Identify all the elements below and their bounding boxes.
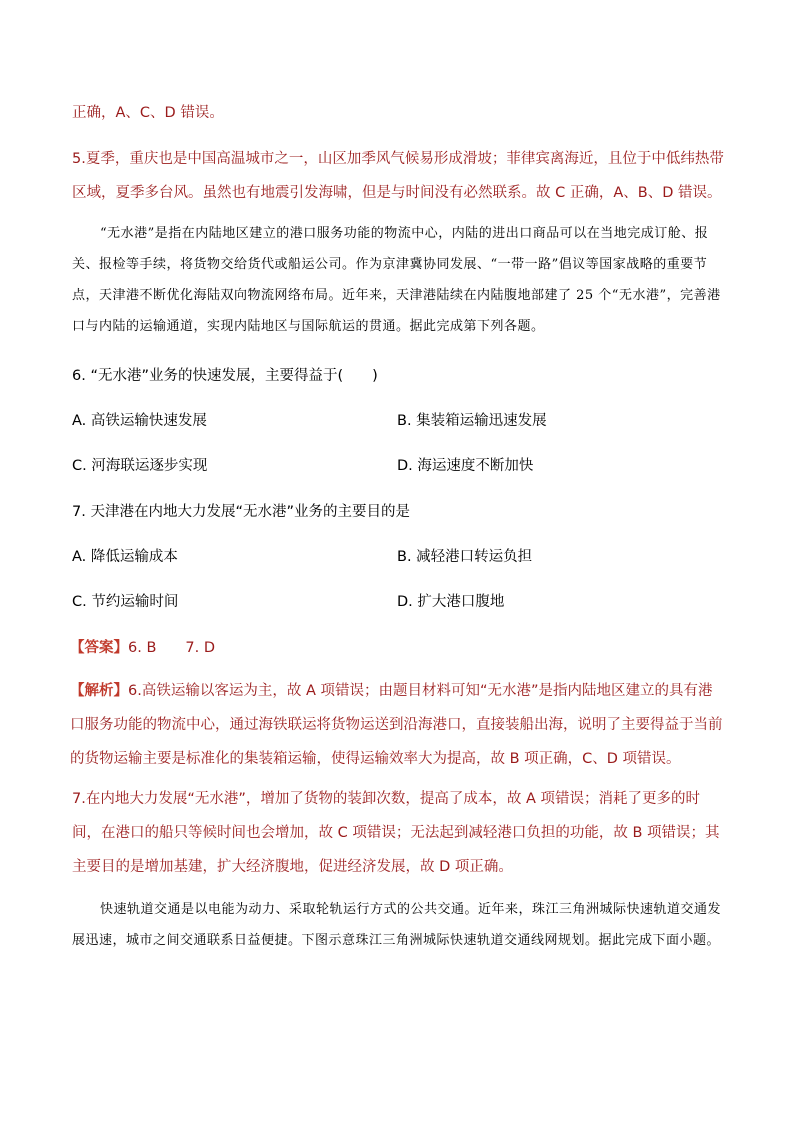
prev-explanation-tail: 正确，A、C、D 错误。 [72,105,224,121]
analysis-q6-text: 6.高铁运输以客运为主，故 A 项错误；由题目材料可知“无水港”是指内陆地区建立的具有港口服务功能的物流中心，通过海铁联运将货物运送到沿海港口，直接装船出海，说明了主要得益于当前的货物运输主要是标准化的集装箱运输，使得运输效率大为提高，故 B 项正确，C、D 项错误。 [70,683,723,767]
reading-passage-rail-transit: 快速轨道交通是以电能为动力、采取轮轨运行方式的公共交通。近年来，珠江三角洲城际快速轨道交通发展迅速，城市之间交通联系日益便捷。下图示意珠江三角洲城际快速轨道交通线网规划。据此完成下面小题。 [72,902,722,948]
explanation-q5: 5.夏季，重庆也是中国高温城市之一，山区加季风气候易形成滑坡；菲律宾离海近，且位于中低纬热带区域，夏季多台风。虽然也有地震引发海啸，但是与时间没有必然联系。故 C 正确，A、B、D 错误。 [72,151,724,201]
answer-label: 【答案】 [70,640,128,656]
question-7-option-c: C. 节约运输时间 [72,594,179,610]
question-6-option-d: D. 海运速度不断加快 [397,458,534,474]
analysis-q7: 7.在内地大力发展“无水港”，增加了货物的装卸次数，提高了成本，故 A 项错误；消耗了更多的时间，在港口的船只等候时间也会增加，故 C 项错误；无法起到减轻港口负担的功能，故 B 项错误；其主要目的是增加基建，扩大经济腹地，促进经济发展，故 D 项正确。 [72,791,720,875]
question-7-option-b: B. 减轻港口转运负担 [397,549,533,565]
question-6-option-a: A. 高铁运输快速发展 [72,413,207,429]
answer-text: 6. B 7. D [128,640,215,656]
question-6-option-c: C. 河海联运逐步实现 [72,458,208,474]
question-7-option-d: D. 扩大港口腹地 [397,594,505,610]
question-7-stem: 7. 天津港在内地大力发展“无水港”业务的主要目的是 [72,504,410,520]
question-6-stem: 6. “无水港”业务的快速发展，主要得益于( ) [72,368,378,384]
answer-line [70,636,215,657]
analysis-label: 【解析】 [70,683,128,699]
question-6-option-b: B. 集装箱运输迅速发展 [397,413,547,429]
question-7-option-a: A. 降低运输成本 [72,549,178,565]
reading-passage-dry-port: “无水港”是指在内陆地区建立的港口服务功能的物流中心，内陆的进出口商品可以在当地完成订舱、报关、报检等手续，将货物交给货代或船运公司。作为京津冀协同发展、“一带一路”倡议等国家战略的重要节点，天津港不断优化海陆双向物流网络布局。近年来，天津港陆续在内陆腹地部建了 25 个“无水港”，完善港口与内陆的运输通道，实现内陆地区与国际航运的贯通。据此完成第下列各题。 [72,226,721,334]
analysis-q6 [70,674,724,776]
